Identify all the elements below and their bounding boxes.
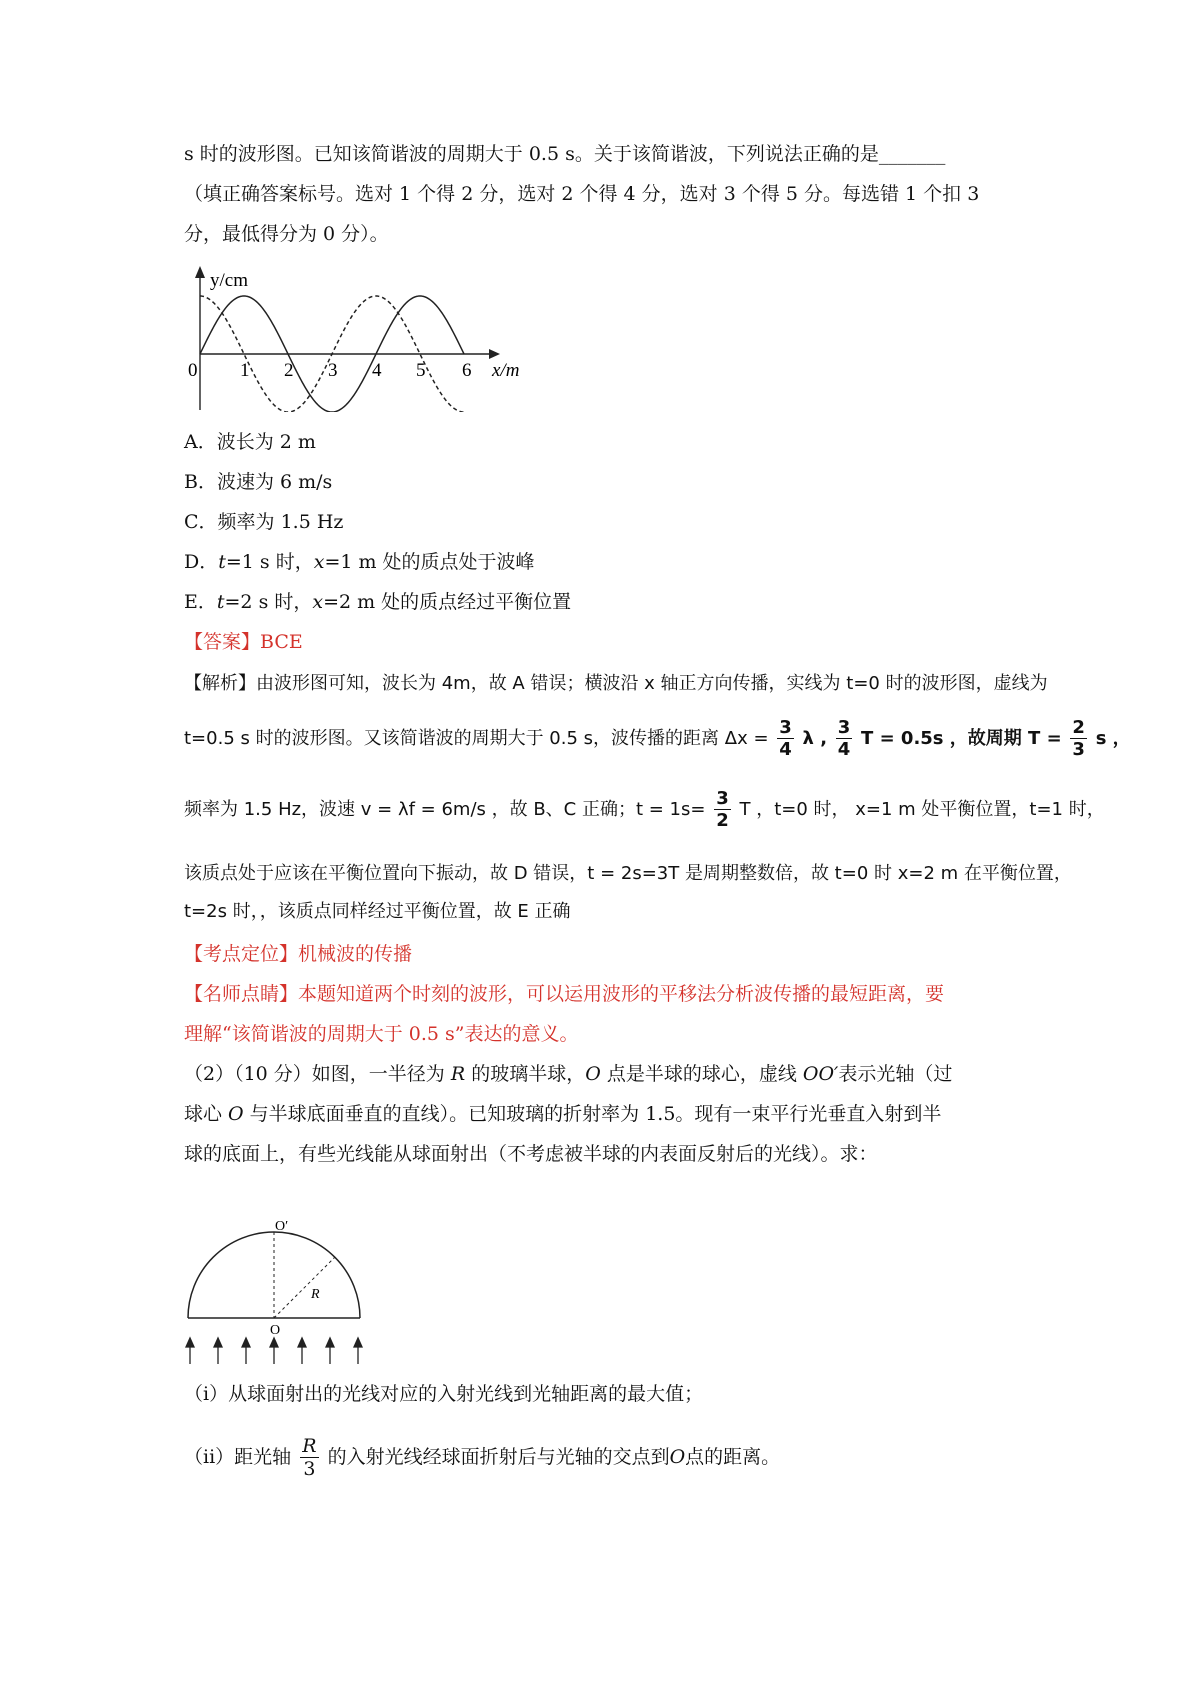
analysis-line-2: t=0.5 s 时的波形图。又该简谐波的周期大于 0.5 s，波传播的距离 Δx = $\frac{3}{4}$ λ , $\frac{3}{4}$ T = 0.5s ，故周期 T = $\frac{2}{3}$ s ，	[184, 717, 1131, 760]
x-tick-2: 2	[284, 360, 294, 381]
fraction-3-4-a: $\frac{3}{4}$	[779, 717, 792, 760]
y-axis-label: y/cm	[210, 270, 248, 291]
q2-line-2: 球心 O 与半球底面垂直的直线）。已知玻璃的折射率为 1.5。现有一束平行光垂直入射到半	[184, 1103, 942, 1125]
center-o-label: O	[270, 1323, 281, 1338]
origin-label: 0	[188, 360, 198, 381]
option-a: A．波长为 2 m	[184, 431, 316, 453]
mingshi-line-1: 【名师点睛】本题知道两个时刻的波形，可以运用波形的平移法分析波传播的最短距离，要	[184, 983, 945, 1005]
analysis-line-5: t=2s 时，，该质点同样经过平衡位置，故 E 正确	[184, 901, 571, 922]
x-tick-5: 5	[416, 360, 426, 381]
x-tick-3: 3	[328, 360, 338, 381]
option-d: D．t=1 s 时，x=1 m 处的质点处于波峰	[184, 551, 535, 573]
q2-line-3: 球的底面上，有些光线能从球面射出（不考虑被半球的内表面反射后的光线）。求：	[184, 1143, 878, 1165]
intro-line-3: 分，最低得分为 0 分）。	[184, 223, 389, 245]
intro-line-2: （填正确答案标号。选对 1 个得 2 分，选对 2 个得 4 分，选对 3 个得 5 分。每选错 1 个扣 3	[184, 183, 980, 205]
answer-line: 【答案】BCE	[184, 631, 303, 653]
o-prime-label: O′	[275, 1219, 289, 1234]
analysis-line-4: 该质点处于应该在平衡位置向下振动，故 D 错误，t = 2s=3T 是周期整数倍，故 t=0 时 x=2 m 在平衡位置，	[184, 863, 1072, 884]
radius-r-label: R	[311, 1287, 320, 1302]
fraction-3-2: $\frac{3}{2}$	[716, 788, 729, 831]
x-tick-6: 6	[462, 360, 472, 381]
option-b: B．波速为 6 m/s	[184, 471, 333, 493]
x-tick-4: 4	[372, 360, 382, 381]
incident-light-arrows	[186, 1338, 362, 1364]
intro-line-1: s 时的波形图。已知该简谐波的周期大于 0.5 s。关于该简谐波，下列说法正确的是_______	[184, 143, 946, 165]
fraction-3-4-b: $\frac{3}{4}$	[837, 717, 851, 760]
mingshi-line-2: 理解“该简谐波的周期大于 0.5 s”表达的意义。	[184, 1023, 579, 1045]
analysis-line-3: 频率为 1.5 Hz，波速 v = λf = 6m/s ，故 B、C 正确；t = 1s= $\frac{3}{2}$ T ，t=0 时， x=1 m 处平衡位置，t=1 时，	[184, 788, 1105, 831]
fraction-2-3: $\frac{2}{3}$	[1072, 717, 1085, 760]
wave-graph	[180, 262, 530, 412]
fraction-r-3: $\frac{R}{3}$	[302, 1435, 317, 1480]
x-tick-1: 1	[240, 360, 250, 381]
analysis-line-1: 【解析】由波形图可知，波长为 4m，故 A 错误；横波沿 x 轴正方向传播，实线为 t=0 时的波形图，虚线为	[184, 673, 1048, 694]
q2-line-1: （2）（10 分）如图，一半径为 R 的玻璃半球，O 点是半球的球心，虚线 OO′表示光轴（过	[184, 1063, 953, 1085]
option-c: C．频率为 1.5 Hz	[184, 511, 344, 533]
kaodian-line: 【考点定位】机械波的传播	[184, 943, 413, 965]
subquestion-i: （i）从球面射出的光线对应的入射光线到光轴距离的最大值；	[184, 1383, 704, 1405]
hemisphere-diagram	[178, 1210, 378, 1370]
x-axis-label: x/m	[492, 360, 520, 381]
option-e: E．t=2 s 时，x=2 m 处的质点经过平衡位置	[184, 591, 572, 613]
subquestion-ii: （ii）距光轴 $\frac{R}{3}$ 的入射光线经球面折射后与光轴的交点到O点的距离。	[184, 1435, 781, 1480]
